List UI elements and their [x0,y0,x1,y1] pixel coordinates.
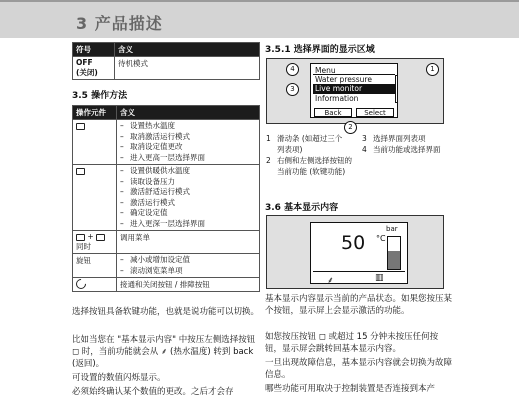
caption-text: 当前功能或选择界面 [373,145,441,154]
table-header-meaning: 含义 [117,106,260,120]
list-item: – 进入更高一层选择界面 [120,153,256,164]
tap-icon: ⸙ [327,276,334,286]
select-button[interactable]: Select [356,108,394,117]
paragraph: 如您按压按钮 ◻ 或超过 15 分钟未按压任何按钮，显示屏会跳转回基本显示内容。 [265,332,439,354]
list-item: – 减小或增加设定值 [120,255,256,266]
right-button-icon [96,234,105,241]
list-item: – 确定设定值 [120,208,256,219]
table-row [73,120,260,165]
table-header-meaning: 含义 [115,43,260,57]
element-label: 同时 [76,242,91,251]
temperature-unit: °C [376,234,386,243]
table-header-symbol: 符号 [73,43,115,57]
table-row [73,165,260,231]
left-button-icon [76,234,85,241]
meaning-cell: 调用菜单 [117,231,260,254]
caption-num: 3 [362,134,367,143]
display-screen [310,222,408,284]
section-heading: 3.5 操作方法 [72,91,128,101]
power-icon [74,277,88,291]
temperature-value: 50 [341,232,366,254]
controls-table [72,105,260,292]
table-row [73,254,260,278]
callout-4: 4 [286,63,299,76]
paragraph: 必须始终确认某个数值的更改。之后才会存 [72,387,234,397]
list-item: – 读取设备压力 [120,177,256,188]
list-item: – 激活运行模式 [120,198,256,209]
callout-2: 2 [344,121,357,134]
pressure-label: bar [386,225,398,233]
menu-item: Water pressure [315,75,372,84]
divider [313,271,405,272]
list-item: – 激活舒适运行模式 [120,187,256,198]
symbol-cell: OFF (关闭) [73,57,115,80]
caption-num: 4 [362,145,367,154]
table-row: + 同时 调用菜单 [73,231,260,254]
paragraph: 基本显示内容显示当前的产品状态。如果您按压某个按钮，显示屏上会显示激活的功能。 [265,294,453,316]
header-bar [0,0,519,38]
table-row [73,57,260,80]
menu-title: Menu [315,66,336,75]
callout-3: 3 [286,83,299,96]
symbol-table [72,42,260,80]
meaning-cell: 接通和关闭按钮 / 排障按钮 [117,278,260,292]
list-item: – 设置供暖供水温度 [120,166,256,177]
meaning-cell: 待机模式 [115,57,260,80]
list-item: – 设置热水温度 [120,121,256,132]
pressure-gauge [387,236,401,270]
section-heading: 3.5.1 选择界面的显示区域 [265,45,375,55]
table-row [73,278,260,292]
table-header-element: 操作元件 [73,106,117,120]
left-button-icon [76,123,85,130]
paragraph: 一旦出现故障信息，基本显示内容就会切换为故障信息。 [265,358,453,380]
paragraph: 可设置的数值闪烁显示。 [72,373,166,383]
display-screen [310,63,398,118]
caption-text: 滑动条 (如超过三个列表项) [277,134,343,154]
callout-1: 1 [426,63,439,76]
caption-num: 2 [266,156,271,165]
section-heading: 3.6 基本显示内容 [265,203,339,213]
scrollbar [395,75,398,103]
menu-item: Information [315,94,359,103]
list-item: – 进入更深一层选择界面 [120,219,256,230]
paragraph: 哪些功能可用取决于控制装置是否连接到本产 [265,384,436,394]
element-label: 旋钮 [73,254,117,278]
list-item: – 取消激活运行模式 [120,132,256,143]
caption-num: 1 [266,134,271,143]
caption-text: 选择界面列表项 [373,134,426,143]
list-item: – 滚动浏览菜单项 [120,266,256,277]
paragraph: 选择按钮具备软键功能，也就是说功能可以切换。 [72,307,260,317]
radiator-icon: ▥ [375,273,384,283]
caption-text: 右侧和左侧选择按钮的当前功能 (软键功能) [277,156,352,176]
paragraph: 比如当您在 "基本显示内容" 中按压左侧选择按钮 ◻ 时，当前功能就会从 ⸙ (热水温度) 转到 back (返回)。 [72,335,256,369]
gauge-fill [388,251,400,269]
back-button[interactable]: Back [314,108,352,117]
page-title: 3 产品描述 [76,14,163,33]
list-item: – 取消设定值更改 [120,142,256,153]
right-button-icon [76,168,85,175]
menu-item-selected: Live monitor [315,84,363,93]
